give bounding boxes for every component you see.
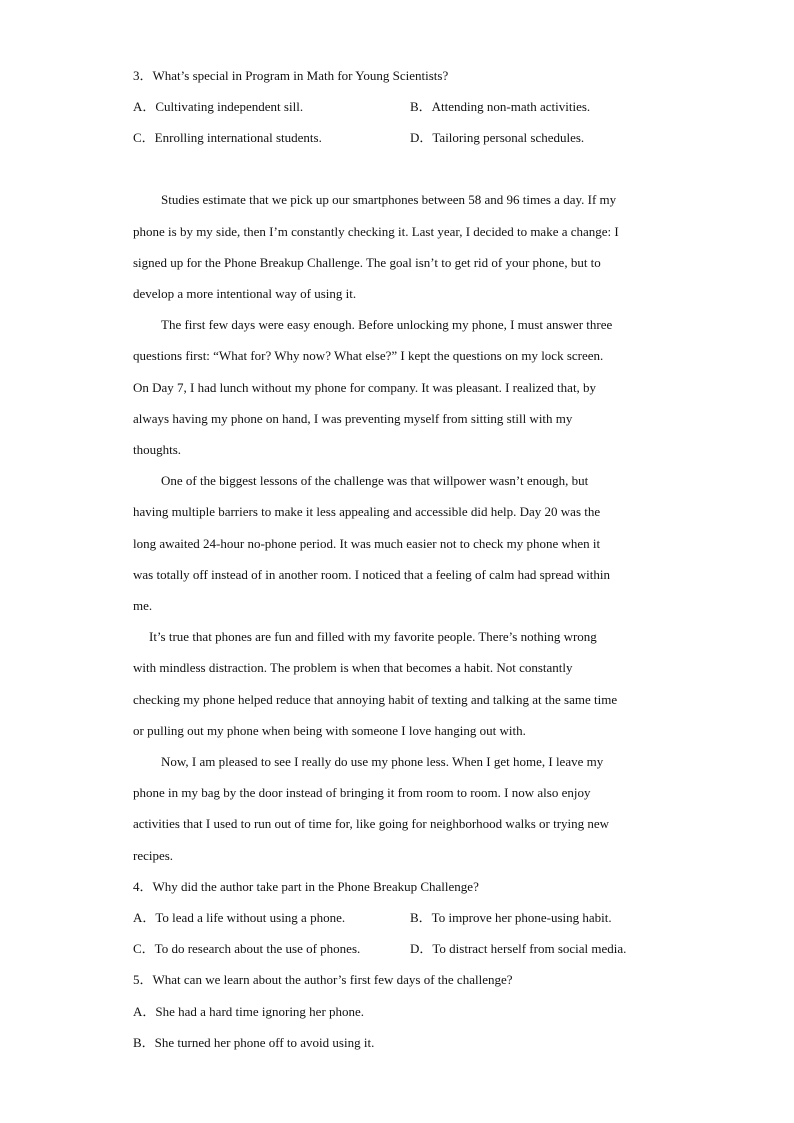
q5-option-b: B．She turned her phone off to avoid using it. [133,1035,375,1050]
passage-line: On Day 7, I had lunch without my phone for company. It was pleasant. I realized that, by [133,380,597,395]
passage-line: develop a more intentional way of using it. [133,286,357,301]
q3-option-d: D．Tailoring personal schedules. [410,130,585,145]
q4-option-d: D．To distract herself from social media. [410,941,627,956]
q3-option-b: B．Attending non-math activities. [410,99,591,114]
passage-line: having multiple barriers to make it less appealing and accessible did help. Day 20 was the [133,504,601,519]
q4-stem: 4．Why did the author take part in the Phone Breakup Challenge? [133,879,479,894]
passage-line: recipes. [133,848,174,863]
passage-line: It’s true that phones are fun and filled with my favorite people. There’s nothing wrong [149,629,597,644]
passage-line: was totally off instead of in another room. I noticed that a feeling of calm had spread within [133,567,611,582]
passage-line: Now, I am pleased to see I really do use my phone less. When I get home, I leave my [161,754,604,769]
q4-option-a: A．To lead a life without using a phone. [133,910,346,925]
passage-line: The first few days were easy enough. Before unlocking my phone, I must answer three [161,317,613,332]
q4-option-c: C．To do research about the use of phones. [133,941,361,956]
q3-stem: 3．What’s special in Program in Math for Young Scientists? [133,68,449,83]
passage-line: me. [133,598,153,613]
passage-line: Studies estimate that we pick up our smartphones between 58 and 96 times a day. If my [161,192,617,207]
q3-option-c: C．Enrolling international students. [133,130,322,145]
passage-line: checking my phone helped reduce that annoying habit of texting and talking at the same time [133,692,618,707]
q5-option-a: A．She had a hard time ignoring her phone. [133,1004,365,1019]
passage-line: thoughts. [133,442,182,457]
passage-line: One of the biggest lessons of the challenge was that willpower wasn’t enough, but [161,473,589,488]
passage-line: questions first: “What for? Why now? What else?” I kept the questions on my lock screen. [133,348,604,363]
q4-option-b: B．To improve her phone-using habit. [410,910,612,925]
passage-line: always having my phone on hand, I was preventing myself from sitting still with my [133,411,573,426]
passage-line: phone is by my side, then I’m constantly checking it. Last year, I decided to make a change: I [133,224,619,239]
passage-line: or pulling out my phone when being with someone I love hanging out with. [133,723,526,738]
q5-stem: 5．What can we learn about the author’s first few days of the challenge? [133,972,513,987]
q3-option-a: A．Cultivating independent sill. [133,99,304,114]
passage-line: long awaited 24-hour no-phone period. It was much easier not to check my phone when it [133,536,601,551]
passage-line: activities that I used to run out of time for, like going for neighborhood walks or trying new [133,816,610,831]
passage-line: with mindless distraction. The problem is when that becomes a habit. Not constantly [133,660,573,675]
passage-line: phone in my bag by the door instead of bringing it from room to room. I now also enjoy [133,785,591,800]
passage-line: signed up for the Phone Breakup Challenge. The goal isn’t to get rid of your phone, but to [133,255,601,270]
